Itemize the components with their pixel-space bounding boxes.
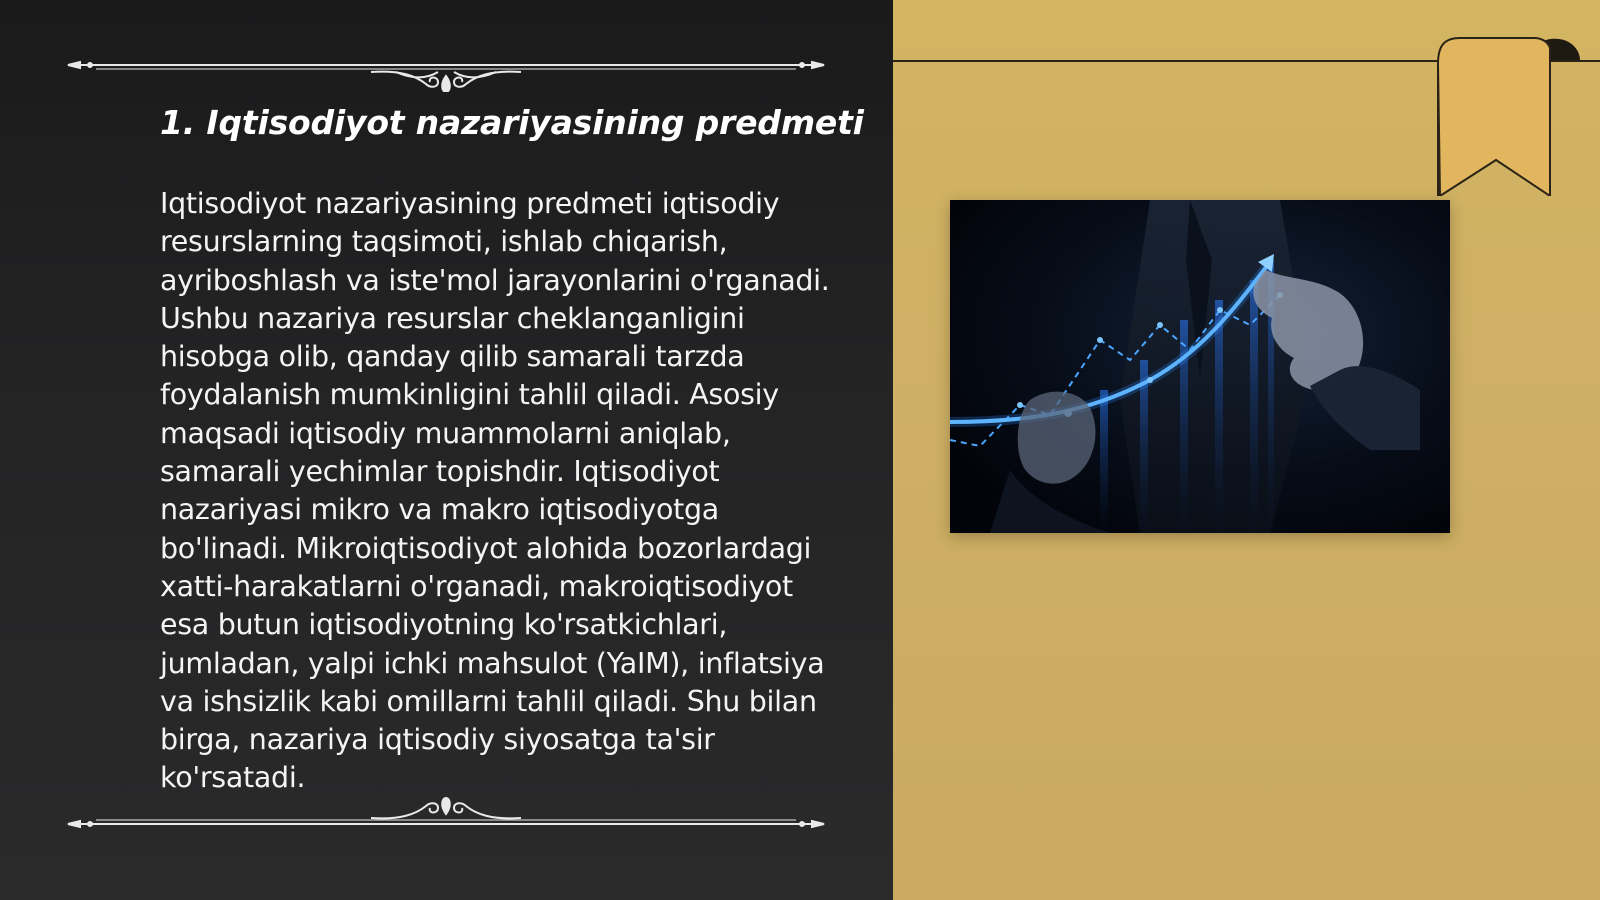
slide-title: 1. Iqtisodiyot nazariyasining predmeti [160,103,864,142]
growth-chart-photo [950,200,1450,533]
slide-body-text: Iqtisodiyot nazariyasining predmeti iqtisodiy resurslarning taqsimoti, ishlab chiqarish, ayriboshlash va iste'mol jarayonlarini o'rganadi. Ushbu nazariya resurslar cheklanganligini hisobga olib, qanday qilib samarali tarzda foydalanish mumkinligini tahlil qiladi. Asosiy maqsadi iqtisodiy muammolarni aniqlab, samarali yechimlar topishdir. Iqtisodiyot nazariyasi mikro va makro iqtisodiyotga bo'linadi. Mikroiqtisodiyot alohida bozorlardagi xatti-harakatlarni o'rganadi, makroiqtisodiyot esa butun iqtisodiyotning ko'rsatkichlari, jumladan, yalpi ichki mahsulot (YaIM), inflatsiya va ishsizlik kabi omillarni tahlil qiladi. Shu bilan birga, nazariya iqtisodiy siyosatga ta'sir ko'rsatadi. [160,187,830,795]
bookmark-ribbon-icon [1430,36,1590,196]
top-ornament-divider [66,42,826,92]
bottom-ornament-divider [66,780,826,830]
